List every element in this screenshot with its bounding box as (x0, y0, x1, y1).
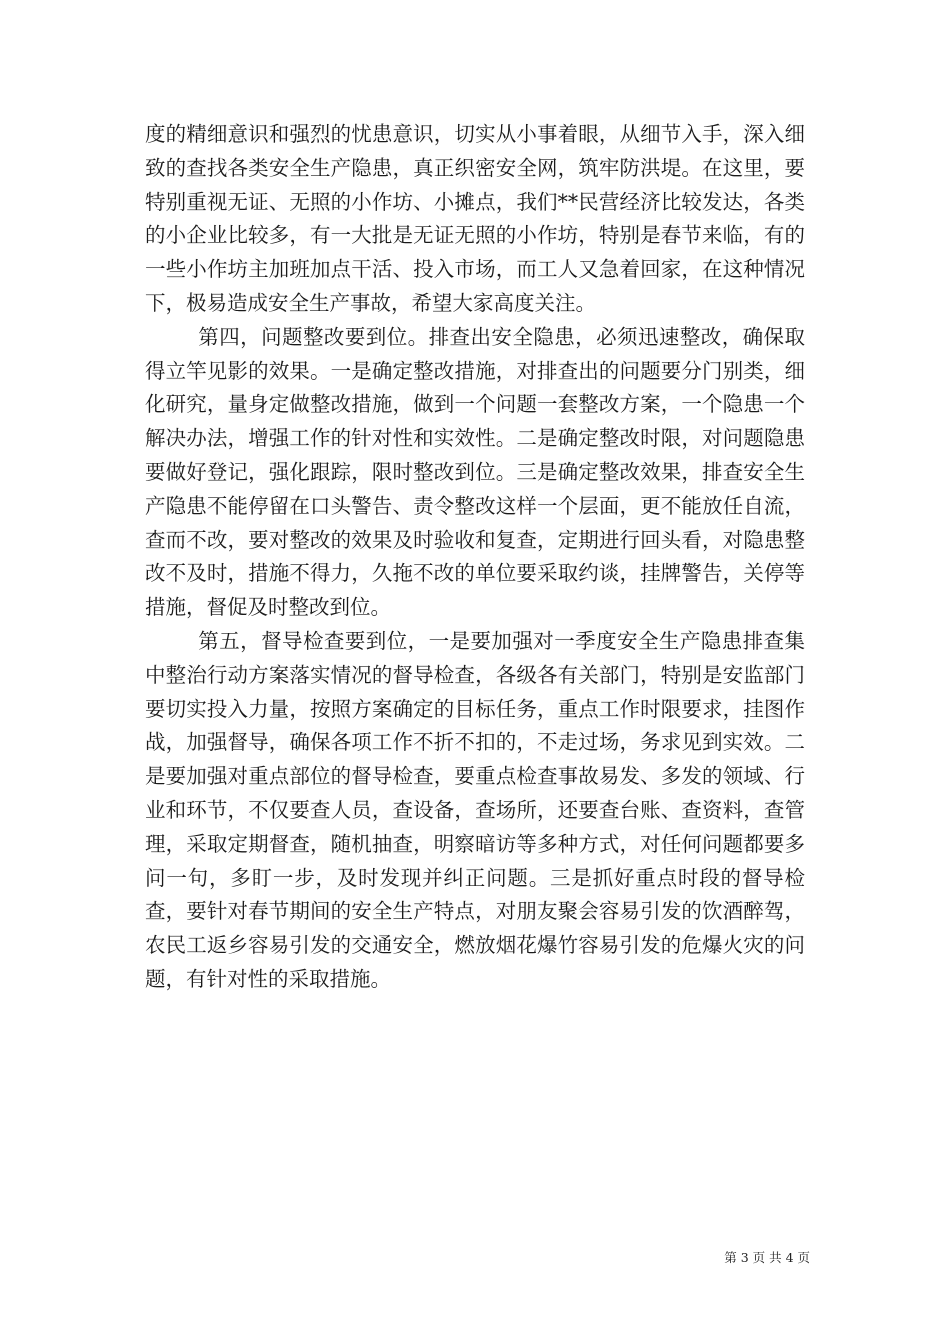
paragraph-continuation: 度的精细意识和强烈的忧患意识，切实从小事着眼，从细节入手，深入细致的查找各类安全生产隐患，真正织密安全网，筑牢防洪堤。在这里，要特别重视无证、无照的小作坊、小摊点，我们**民营经济比较发达，各类的小企业比较多，有一大批是无证无照的小作坊，特别是春节来临，有的一些小作坊主加班加点干活、投入市场，而工人又急着回家，在这种情况下，极易造成安全生产事故，希望大家高度关注。 (145, 122, 805, 315)
paragraph-fourth-point: 第四，问题整改要到位。排查出安全隐患，必须迅速整改，确保取得立竿见影的效果。一是确定整改措施，对排查出的问题要分门别类，细化研究，量身定做整改措施，做到一个问题一套整改方案，一个隐患一个解决办法，增强工作的针对性和实效性。二是确定整改时限，对问题隐患要做好登记，强化跟踪，限时整改到位。三是确定整改效果，排查安全生产隐患不能停留在口头警告、责令整改这样一个层面，更不能放任自流，查而不改，要对整改的效果及时验收和复查，定期进行回头看，对隐患整改不及时，措施不得力，久拖不改的单位要采取约谈，挂牌警告，关停等措施，督促及时整改到位。 (145, 324, 805, 620)
paragraph-fifth-point: 第五，督导检查要到位，一是要加强对一季度安全生产隐患排查集中整治行动方案落实情况的督导检查，各级各有关部门，特别是安监部门要切实投入力量，按照方案确定的目标任务，重点工作时限要求，挂图作战，加强督导，确保各项工作不折不扣的，不走过场，务求见到实效。二是要加强对重点部位的督导检查，要重点检查事故易发、多发的领域、行业和环节，不仅要查人员，查设备，查场所，还要查台账、查资料，查管理，采取定期督查，随机抽查，明察暗访等多种方式，对任何问题都要多问一句，多盯一步，及时发现并纠正问题。三是抓好重点时段的督导检查，要针对春节期间的安全生产特点，对朋友聚会容易引发的饮酒醉驾，农民工返乡容易引发的交通安全，燃放烟花爆竹容易引发的危爆火灾的问题，有针对性的采取措施。 (145, 628, 805, 991)
document-body (145, 118, 805, 997)
page-number-footer: 第 3 页 共 4 页 (724, 1250, 810, 1265)
